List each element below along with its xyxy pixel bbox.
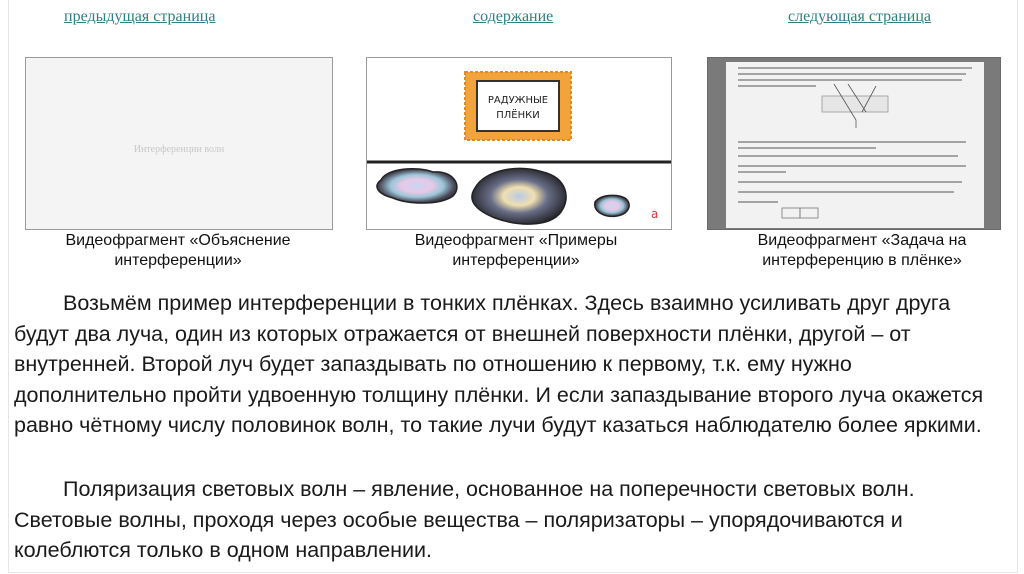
prev-page-link[interactable]: предыдущая страница [64, 8, 216, 25]
video-caption-2: Видеофрагмент «Примеры интерференции» [414, 232, 618, 269]
task-sheet-graphic [726, 62, 984, 228]
rainbow-films-illustration [367, 58, 672, 230]
next-page-link[interactable]: следующая страница [788, 8, 932, 25]
video-thumbnail-interference-explanation[interactable] [25, 57, 333, 230]
video-thumbnail-interference-examples[interactable] [366, 57, 672, 230]
contents-link[interactable]: содержание [473, 8, 554, 25]
sign-line-1: РАДУЖНЫЕ [487, 95, 549, 106]
task-sheet [726, 62, 984, 228]
paragraph-2-text: Поляризация световых волн – явление, основанное на поперечности световых волн. Световые волны, проходя через особые вещества – поляризаторы – упорядочиваются и колеблются только в одном направлении. [14, 477, 915, 562]
video-title-text: Интерференции волн [133, 144, 225, 155]
body-paragraph-1 [14, 288, 1009, 441]
video-caption-1: Видеофрагмент «Объяснение интерференции» [65, 232, 291, 269]
video-thumbnail-film-task[interactable] [707, 57, 1001, 230]
video-caption-3: Видеофрагмент «Задача на интерференцию в плёнке» [757, 232, 967, 269]
paragraph-1-text: Возьмём пример интерференции в тонких плёнках. Здесь взаимно усиливать друг друга будут два луча, один из которых отражается от внешней поверхности плёнки, другой – от внутренней. Второй луч будет запаздывать по отношению к первому, т.к. ему нужно дополнительно пройти удвоенную толщину плёнки. И если запаздывание второго луча окажется равно чётному числу половинок волн, то такие лучи будут казаться наблюдателю более яркими. [14, 291, 984, 437]
author-mark: a [651, 207, 659, 221]
body-paragraph-2 [14, 474, 1009, 566]
sign-line-2: ПЛЁНКИ [496, 110, 540, 121]
